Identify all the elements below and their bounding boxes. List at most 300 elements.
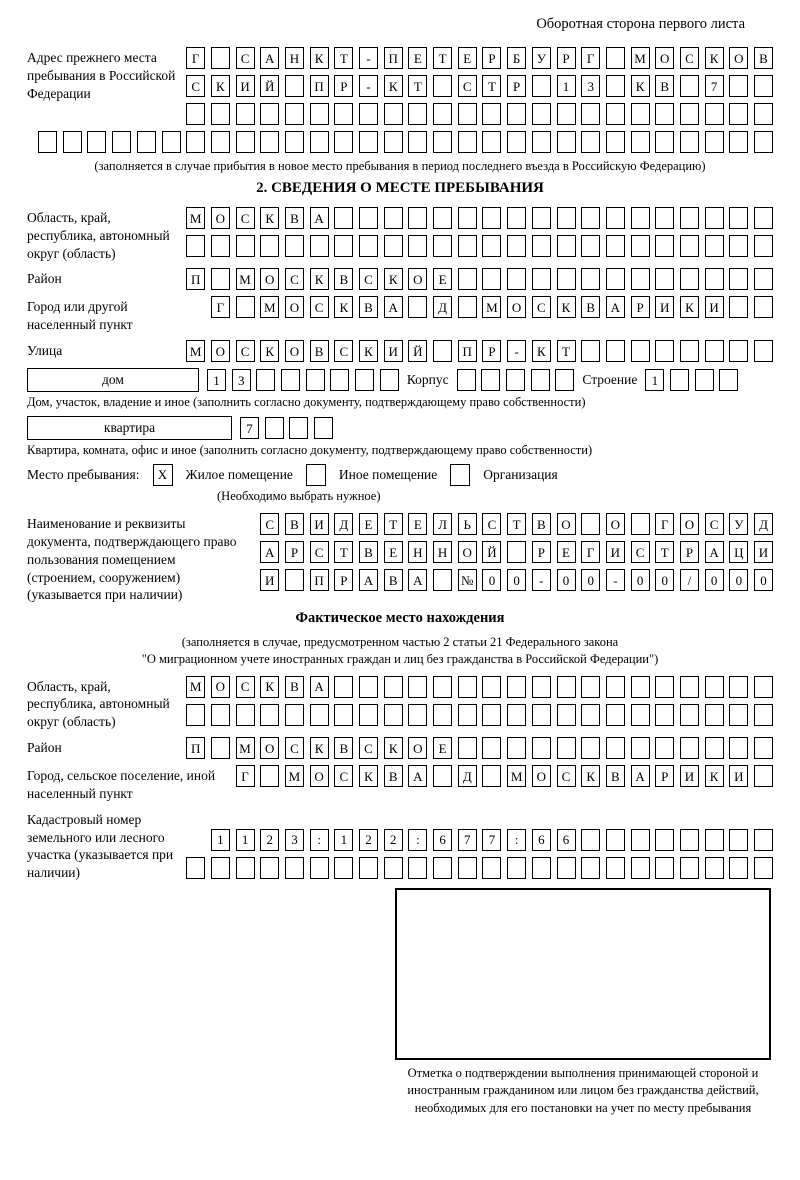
char-cell[interactable]: [507, 676, 526, 698]
char-cell[interactable]: Т: [433, 47, 452, 69]
organization-checkbox[interactable]: [450, 464, 470, 486]
char-cell[interactable]: О: [729, 47, 748, 69]
char-cell[interactable]: 0: [655, 569, 674, 591]
char-cell[interactable]: [384, 857, 403, 879]
char-cell[interactable]: П: [310, 75, 329, 97]
char-cell[interactable]: [680, 340, 699, 362]
char-cell[interactable]: [285, 131, 304, 153]
char-cell[interactable]: [631, 103, 650, 125]
char-cell[interactable]: И: [384, 340, 403, 362]
char-cell[interactable]: [680, 737, 699, 759]
char-cell[interactable]: [655, 235, 674, 257]
char-cell[interactable]: 0: [631, 569, 650, 591]
char-cell[interactable]: [754, 340, 773, 362]
char-cell[interactable]: [705, 340, 724, 362]
char-cell[interactable]: [260, 103, 279, 125]
char-cell[interactable]: В: [310, 340, 329, 362]
char-cell[interactable]: Г: [581, 47, 600, 69]
char-cell[interactable]: Р: [680, 541, 699, 563]
char-cell[interactable]: [236, 131, 255, 153]
char-cell[interactable]: [330, 369, 349, 391]
char-cell[interactable]: [680, 235, 699, 257]
char-cell[interactable]: -: [606, 569, 625, 591]
char-cell[interactable]: В: [334, 268, 353, 290]
char-cell[interactable]: [63, 131, 82, 153]
char-cell[interactable]: О: [211, 207, 230, 229]
char-cell[interactable]: [285, 103, 304, 125]
char-cell[interactable]: [310, 704, 329, 726]
char-cell[interactable]: Г: [581, 541, 600, 563]
char-cell[interactable]: Р: [655, 765, 674, 787]
char-cell[interactable]: [581, 340, 600, 362]
other-premises-checkbox[interactable]: [306, 464, 326, 486]
char-cell[interactable]: [754, 75, 773, 97]
char-cell[interactable]: [581, 857, 600, 879]
char-cell[interactable]: М: [236, 737, 255, 759]
char-cell[interactable]: [729, 857, 748, 879]
char-cell[interactable]: [310, 857, 329, 879]
char-cell[interactable]: [433, 75, 452, 97]
char-cell[interactable]: [705, 704, 724, 726]
char-cell[interactable]: [281, 369, 300, 391]
char-cell[interactable]: [631, 704, 650, 726]
char-cell[interactable]: [754, 676, 773, 698]
char-cell[interactable]: [606, 737, 625, 759]
char-cell[interactable]: [458, 704, 477, 726]
char-cell[interactable]: [655, 131, 674, 153]
char-cell[interactable]: Е: [359, 513, 378, 535]
char-cell[interactable]: 7: [482, 829, 501, 851]
char-cell[interactable]: Е: [458, 47, 477, 69]
char-cell[interactable]: В: [285, 207, 304, 229]
char-cell[interactable]: Д: [458, 765, 477, 787]
char-cell[interactable]: О: [310, 765, 329, 787]
char-cell[interactable]: [655, 268, 674, 290]
char-cell[interactable]: Т: [384, 513, 403, 535]
char-cell[interactable]: [211, 268, 230, 290]
char-cell[interactable]: А: [606, 296, 625, 318]
char-cell[interactable]: 3: [581, 75, 600, 97]
char-cell[interactable]: [211, 235, 230, 257]
char-cell[interactable]: [211, 737, 230, 759]
char-cell[interactable]: 1: [645, 369, 664, 391]
char-cell[interactable]: [236, 235, 255, 257]
char-cell[interactable]: М: [236, 268, 255, 290]
char-cell[interactable]: 7: [240, 417, 259, 439]
char-cell[interactable]: [408, 296, 427, 318]
char-cell[interactable]: С: [236, 207, 255, 229]
char-cell[interactable]: [655, 857, 674, 879]
char-cell[interactable]: [581, 103, 600, 125]
char-cell[interactable]: [481, 369, 500, 391]
char-cell[interactable]: [655, 737, 674, 759]
char-cell[interactable]: 0: [557, 569, 576, 591]
char-cell[interactable]: :: [310, 829, 329, 851]
char-cell[interactable]: У: [729, 513, 748, 535]
char-cell[interactable]: [606, 235, 625, 257]
char-cell[interactable]: [680, 75, 699, 97]
char-cell[interactable]: [507, 235, 526, 257]
char-cell[interactable]: [705, 737, 724, 759]
char-cell[interactable]: [754, 857, 773, 879]
char-cell[interactable]: Л: [433, 513, 452, 535]
char-cell[interactable]: [256, 369, 275, 391]
char-cell[interactable]: С: [285, 268, 304, 290]
char-cell[interactable]: [211, 47, 230, 69]
char-cell[interactable]: Р: [557, 47, 576, 69]
char-cell[interactable]: [433, 131, 452, 153]
char-cell[interactable]: С: [482, 513, 501, 535]
char-cell[interactable]: С: [186, 75, 205, 97]
char-cell[interactable]: Р: [334, 75, 353, 97]
char-cell[interactable]: [729, 75, 748, 97]
char-cell[interactable]: О: [285, 340, 304, 362]
char-cell[interactable]: [532, 207, 551, 229]
char-cell[interactable]: О: [680, 513, 699, 535]
char-cell[interactable]: [236, 857, 255, 879]
char-cell[interactable]: А: [359, 569, 378, 591]
char-cell[interactable]: [631, 268, 650, 290]
char-cell[interactable]: [606, 704, 625, 726]
char-cell[interactable]: В: [359, 296, 378, 318]
char-cell[interactable]: 7: [458, 829, 477, 851]
char-cell[interactable]: [507, 207, 526, 229]
char-cell[interactable]: [729, 296, 748, 318]
char-cell[interactable]: С: [310, 296, 329, 318]
char-cell[interactable]: Р: [532, 541, 551, 563]
char-cell[interactable]: [631, 340, 650, 362]
char-cell[interactable]: [433, 765, 452, 787]
char-cell[interactable]: [433, 103, 452, 125]
char-cell[interactable]: [581, 207, 600, 229]
char-cell[interactable]: И: [754, 541, 773, 563]
char-cell[interactable]: [729, 676, 748, 698]
char-cell[interactable]: С: [458, 75, 477, 97]
char-cell[interactable]: [186, 857, 205, 879]
char-cell[interactable]: К: [260, 207, 279, 229]
char-cell[interactable]: М: [507, 765, 526, 787]
char-cell[interactable]: [310, 131, 329, 153]
char-cell[interactable]: У: [532, 47, 551, 69]
char-cell[interactable]: [631, 235, 650, 257]
char-cell[interactable]: [680, 829, 699, 851]
char-cell[interactable]: [457, 369, 476, 391]
char-cell[interactable]: 1: [207, 369, 226, 391]
char-cell[interactable]: К: [359, 765, 378, 787]
char-cell[interactable]: М: [186, 676, 205, 698]
char-cell[interactable]: Т: [408, 75, 427, 97]
char-cell[interactable]: [581, 268, 600, 290]
char-cell[interactable]: [236, 103, 255, 125]
char-cell[interactable]: К: [310, 268, 329, 290]
char-cell[interactable]: [606, 268, 625, 290]
char-cell[interactable]: [38, 131, 57, 153]
char-cell[interactable]: [729, 704, 748, 726]
char-cell[interactable]: П: [186, 268, 205, 290]
char-cell[interactable]: Г: [211, 296, 230, 318]
char-cell[interactable]: [334, 131, 353, 153]
char-cell[interactable]: -: [532, 569, 551, 591]
char-cell[interactable]: Е: [433, 737, 452, 759]
char-cell[interactable]: С: [359, 268, 378, 290]
char-cell[interactable]: М: [186, 207, 205, 229]
char-cell[interactable]: И: [655, 296, 674, 318]
char-cell[interactable]: С: [334, 340, 353, 362]
char-cell[interactable]: С: [631, 541, 650, 563]
char-cell[interactable]: [507, 131, 526, 153]
char-cell[interactable]: Т: [482, 75, 501, 97]
char-cell[interactable]: Й: [260, 75, 279, 97]
char-cell[interactable]: К: [631, 75, 650, 97]
char-cell[interactable]: А: [260, 541, 279, 563]
char-cell[interactable]: В: [334, 737, 353, 759]
char-cell[interactable]: Д: [754, 513, 773, 535]
char-cell[interactable]: К: [532, 340, 551, 362]
char-cell[interactable]: О: [211, 676, 230, 698]
char-cell[interactable]: [532, 704, 551, 726]
char-cell[interactable]: [458, 296, 477, 318]
char-cell[interactable]: [729, 829, 748, 851]
char-cell[interactable]: [754, 207, 773, 229]
char-cell[interactable]: С: [310, 541, 329, 563]
char-cell[interactable]: [458, 235, 477, 257]
char-cell[interactable]: [655, 676, 674, 698]
char-cell[interactable]: К: [310, 737, 329, 759]
char-cell[interactable]: [384, 704, 403, 726]
char-cell[interactable]: [211, 704, 230, 726]
char-cell[interactable]: А: [260, 47, 279, 69]
char-cell[interactable]: [507, 541, 526, 563]
char-cell[interactable]: [507, 857, 526, 879]
char-cell[interactable]: С: [236, 676, 255, 698]
char-cell[interactable]: [260, 704, 279, 726]
char-cell[interactable]: [458, 103, 477, 125]
char-cell[interactable]: И: [729, 765, 748, 787]
char-cell[interactable]: [705, 829, 724, 851]
char-cell[interactable]: С: [285, 737, 304, 759]
char-cell[interactable]: [359, 207, 378, 229]
char-cell[interactable]: [680, 268, 699, 290]
char-cell[interactable]: [285, 235, 304, 257]
char-cell[interactable]: [655, 207, 674, 229]
char-cell[interactable]: М: [631, 47, 650, 69]
char-cell[interactable]: [581, 704, 600, 726]
char-cell[interactable]: [631, 207, 650, 229]
char-cell[interactable]: О: [260, 268, 279, 290]
char-cell[interactable]: [433, 340, 452, 362]
char-cell[interactable]: [729, 737, 748, 759]
char-cell[interactable]: [433, 207, 452, 229]
char-cell[interactable]: В: [285, 513, 304, 535]
char-cell[interactable]: Ц: [729, 541, 748, 563]
char-cell[interactable]: Р: [285, 541, 304, 563]
char-cell[interactable]: А: [310, 207, 329, 229]
char-cell[interactable]: [310, 103, 329, 125]
char-cell[interactable]: [87, 131, 106, 153]
char-cell[interactable]: Е: [433, 268, 452, 290]
char-cell[interactable]: [211, 131, 230, 153]
char-cell[interactable]: Д: [334, 513, 353, 535]
char-cell[interactable]: [729, 131, 748, 153]
char-cell[interactable]: [260, 857, 279, 879]
char-cell[interactable]: [260, 235, 279, 257]
char-cell[interactable]: [380, 369, 399, 391]
char-cell[interactable]: [705, 131, 724, 153]
char-cell[interactable]: 2: [359, 829, 378, 851]
char-cell[interactable]: В: [285, 676, 304, 698]
char-cell[interactable]: С: [236, 340, 255, 362]
char-cell[interactable]: [719, 369, 738, 391]
char-cell[interactable]: К: [557, 296, 576, 318]
char-cell[interactable]: [334, 704, 353, 726]
char-cell[interactable]: [581, 235, 600, 257]
char-cell[interactable]: В: [754, 47, 773, 69]
char-cell[interactable]: К: [359, 340, 378, 362]
char-cell[interactable]: 1: [236, 829, 255, 851]
char-cell[interactable]: [359, 103, 378, 125]
char-cell[interactable]: О: [532, 765, 551, 787]
char-cell[interactable]: [285, 704, 304, 726]
char-cell[interactable]: О: [260, 737, 279, 759]
char-cell[interactable]: 1: [211, 829, 230, 851]
char-cell[interactable]: [211, 103, 230, 125]
char-cell[interactable]: [754, 829, 773, 851]
char-cell[interactable]: [705, 857, 724, 879]
char-cell[interactable]: -: [359, 47, 378, 69]
char-cell[interactable]: [265, 417, 284, 439]
char-cell[interactable]: [754, 268, 773, 290]
char-cell[interactable]: [606, 103, 625, 125]
char-cell[interactable]: [729, 103, 748, 125]
char-cell[interactable]: -: [507, 340, 526, 362]
char-cell[interactable]: [408, 857, 427, 879]
char-cell[interactable]: -: [359, 75, 378, 97]
char-cell[interactable]: [482, 765, 501, 787]
char-cell[interactable]: П: [186, 737, 205, 759]
char-cell[interactable]: [557, 676, 576, 698]
char-cell[interactable]: 6: [433, 829, 452, 851]
char-cell[interactable]: Т: [334, 541, 353, 563]
char-cell[interactable]: Н: [285, 47, 304, 69]
char-cell[interactable]: К: [680, 296, 699, 318]
char-cell[interactable]: [408, 103, 427, 125]
char-cell[interactable]: [334, 103, 353, 125]
char-cell[interactable]: [606, 340, 625, 362]
char-cell[interactable]: В: [655, 75, 674, 97]
char-cell[interactable]: 3: [285, 829, 304, 851]
char-cell[interactable]: [581, 513, 600, 535]
char-cell[interactable]: В: [532, 513, 551, 535]
char-cell[interactable]: [606, 131, 625, 153]
char-cell[interactable]: [754, 765, 773, 787]
char-cell[interactable]: [754, 704, 773, 726]
char-cell[interactable]: 3: [232, 369, 251, 391]
char-cell[interactable]: Е: [557, 541, 576, 563]
char-cell[interactable]: [606, 829, 625, 851]
char-cell[interactable]: В: [359, 541, 378, 563]
char-cell[interactable]: И: [260, 569, 279, 591]
char-cell[interactable]: [433, 857, 452, 879]
char-cell[interactable]: К: [705, 47, 724, 69]
char-cell[interactable]: [655, 340, 674, 362]
char-cell[interactable]: [606, 857, 625, 879]
char-cell[interactable]: [334, 857, 353, 879]
char-cell[interactable]: [186, 131, 205, 153]
char-cell[interactable]: [729, 340, 748, 362]
char-cell[interactable]: [754, 296, 773, 318]
char-cell[interactable]: [557, 207, 576, 229]
char-cell[interactable]: И: [236, 75, 255, 97]
char-cell[interactable]: [482, 268, 501, 290]
char-cell[interactable]: С: [236, 47, 255, 69]
char-cell[interactable]: [186, 704, 205, 726]
char-cell[interactable]: 0: [507, 569, 526, 591]
char-cell[interactable]: М: [482, 296, 501, 318]
char-cell[interactable]: 0: [482, 569, 501, 591]
char-cell[interactable]: П: [384, 47, 403, 69]
char-cell[interactable]: Т: [334, 47, 353, 69]
char-cell[interactable]: К: [260, 340, 279, 362]
char-cell[interactable]: [532, 857, 551, 879]
char-cell[interactable]: [211, 857, 230, 879]
char-cell[interactable]: [458, 207, 477, 229]
char-cell[interactable]: К: [310, 47, 329, 69]
char-cell[interactable]: [581, 131, 600, 153]
char-cell[interactable]: [306, 369, 325, 391]
char-cell[interactable]: Т: [557, 340, 576, 362]
char-cell[interactable]: [458, 268, 477, 290]
char-cell[interactable]: Г: [236, 765, 255, 787]
char-cell[interactable]: [334, 676, 353, 698]
char-cell[interactable]: Ь: [458, 513, 477, 535]
char-cell[interactable]: [359, 235, 378, 257]
char-cell[interactable]: [606, 207, 625, 229]
char-cell[interactable]: Й: [408, 340, 427, 362]
char-cell[interactable]: Е: [408, 513, 427, 535]
char-cell[interactable]: Г: [186, 47, 205, 69]
char-cell[interactable]: [532, 676, 551, 698]
char-cell[interactable]: :: [408, 829, 427, 851]
char-cell[interactable]: [532, 235, 551, 257]
char-cell[interactable]: О: [557, 513, 576, 535]
char-cell[interactable]: [384, 103, 403, 125]
char-cell[interactable]: С: [359, 737, 378, 759]
char-cell[interactable]: [680, 131, 699, 153]
char-cell[interactable]: Т: [655, 541, 674, 563]
char-cell[interactable]: [433, 235, 452, 257]
char-cell[interactable]: П: [310, 569, 329, 591]
char-cell[interactable]: [655, 103, 674, 125]
char-cell[interactable]: [359, 131, 378, 153]
char-cell[interactable]: [557, 131, 576, 153]
char-cell[interactable]: [112, 131, 131, 153]
char-cell[interactable]: 6: [532, 829, 551, 851]
char-cell[interactable]: [236, 296, 255, 318]
char-cell[interactable]: [581, 737, 600, 759]
char-cell[interactable]: [729, 235, 748, 257]
char-cell[interactable]: [705, 268, 724, 290]
char-cell[interactable]: [359, 857, 378, 879]
char-cell[interactable]: [355, 369, 374, 391]
char-cell[interactable]: А: [408, 765, 427, 787]
char-cell[interactable]: [507, 704, 526, 726]
char-cell[interactable]: [557, 235, 576, 257]
char-cell[interactable]: [631, 829, 650, 851]
char-cell[interactable]: [458, 857, 477, 879]
char-cell[interactable]: Р: [334, 569, 353, 591]
char-cell[interactable]: [359, 704, 378, 726]
char-cell[interactable]: [458, 737, 477, 759]
